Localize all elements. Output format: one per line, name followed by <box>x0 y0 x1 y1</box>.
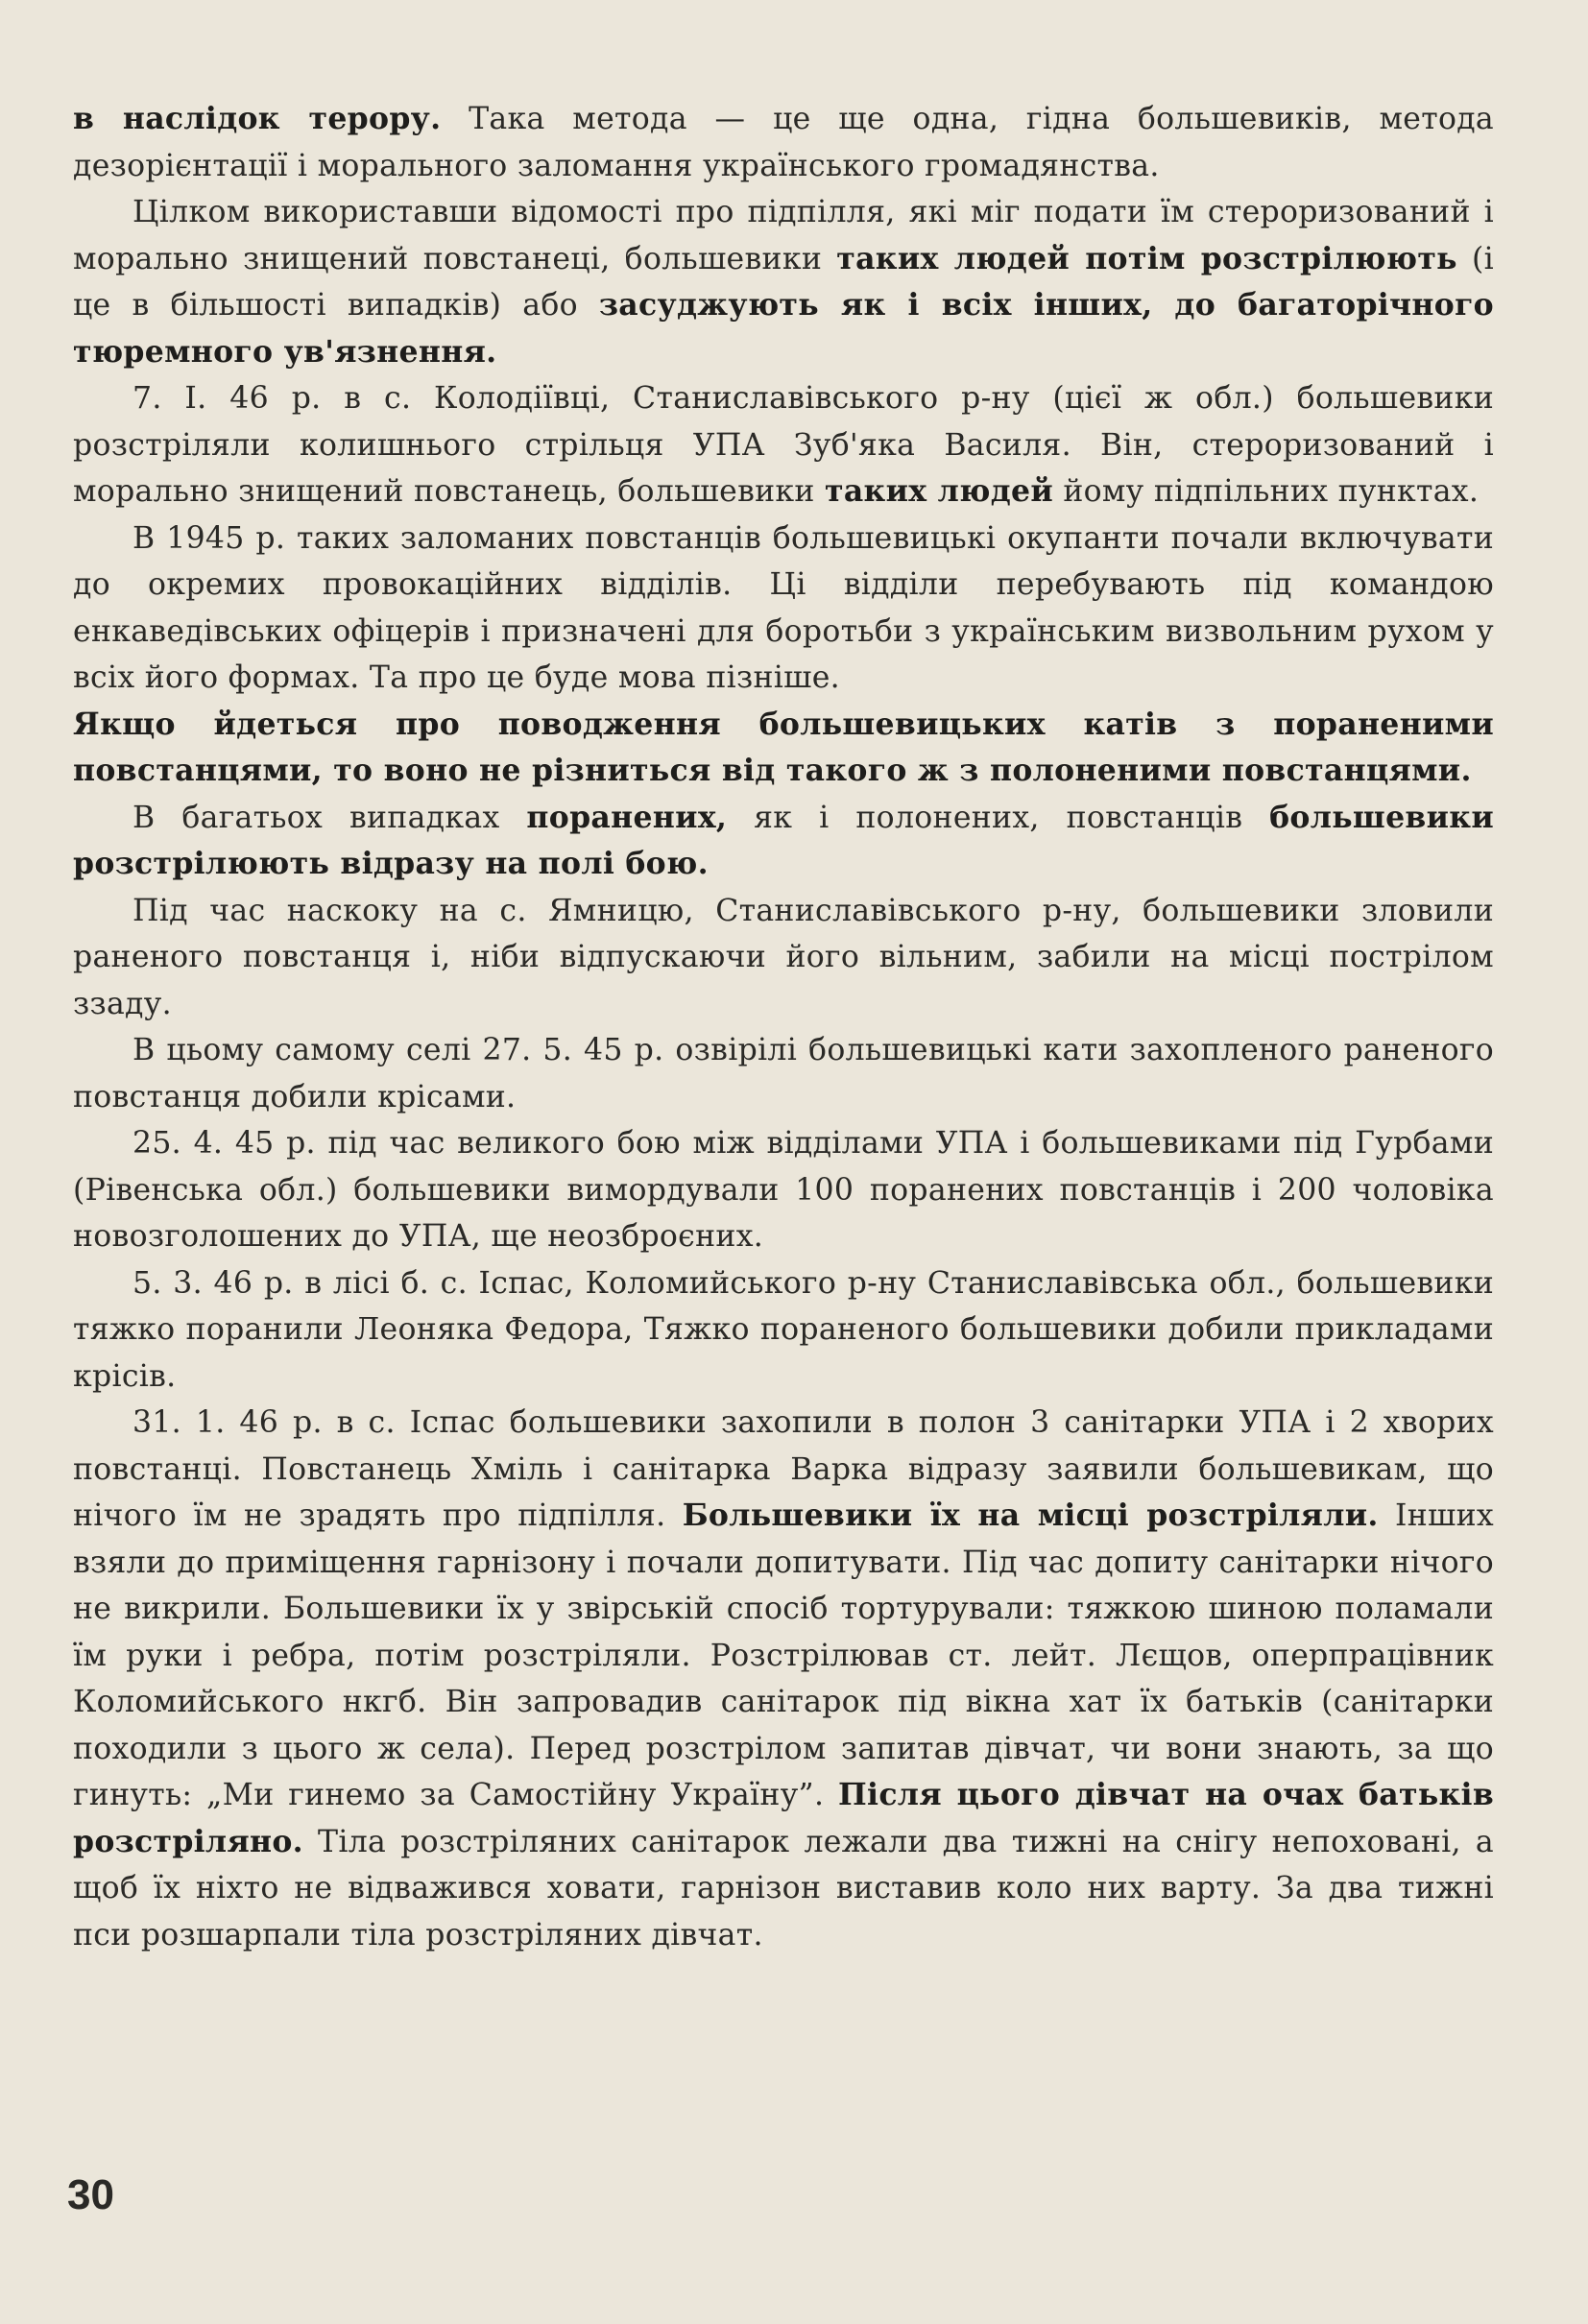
text-segment: В 1945 р. таких заломаних повстанців большевицькі окупанти почали включувати до окремих провокаційних відділів. Ці відділи перебувають під командою енкаведівських офіцерів і призначені для боротьби з українським визвольним рухом у всіх його формах. Та про це буде мова пізніше. <box>73 520 1494 695</box>
bold-text-segment: Большевики їх на місці розстріляли. <box>682 1497 1379 1533</box>
paragraph <box>73 702 1494 795</box>
text-segment: В багатьох випадках <box>132 800 527 835</box>
text-segment: 7. І. 46 р. в с. Колодіївці, Станиславівського р-ну (цієї ж обл.) большевики розстріляли колишнього стрільця УПА Зуб'яка Василя. Він, стероризований і морально знищений повстанець, большевики <box>73 381 1494 509</box>
text-segment: Цілком використавши відомості про підпілля, які міг подати їм стероризований і морально знищений повстанеці, большевики <box>73 195 1494 276</box>
paragraph <box>73 1260 1494 1401</box>
bold-text-segment: Якщо йдеться про поводження большевицьких катів з пораненими повстанцями, то воно не різниться від такого ж з полоненими повстанцями. <box>73 706 1494 788</box>
paragraph <box>73 515 1494 702</box>
text-segment: як і полонених, повстанців <box>727 800 1270 835</box>
paragraph <box>73 189 1494 375</box>
bold-text-segment: поранених, <box>526 799 728 835</box>
bold-text-segment: в наслідок терору. <box>73 101 442 136</box>
paragraph <box>73 888 1494 1028</box>
bold-text-segment: большевики розстрілюють відразу на полі бою. <box>73 799 1494 881</box>
body-text <box>73 96 1494 1958</box>
paragraph <box>73 1120 1494 1260</box>
text-segment: Тіла розстріляних санітарок лежали два тижні на снігу непоховані, а щоб їх ніхто не відважився ховати, гарнізон виставив коло них варту. За два тижні пси розшарпали тіла розстріляних дівчат. <box>73 1824 1494 1953</box>
bold-text-segment: Після цього дівчат на очах батьків розстріляно. <box>73 1777 1495 1859</box>
text-segment: Така метода — це ще одна, гідна большевиків, метода дезорієнтації і морального заломання українського громадянства. <box>73 102 1494 183</box>
paragraph <box>73 795 1494 888</box>
page-number: 30 <box>67 2171 114 2218</box>
text-segment: 5. 3. 46 р. в лісі б. с. Іспас, Коломийського р-ну Станиславівська обл., большевики тяжко поранили Леоняка Федора, Тяжко пораненого большевики добили прикладами крісів. <box>73 1265 1494 1394</box>
text-segment: 25. 4. 45 р. під час великого бою між відділами УПА і большевиками під Гурбами (Рівенська обл.) большевики вимордували 100 поранених повстанців і 200 чоловіка новозголошених до УПА, ще неозброєних. <box>73 1126 1494 1254</box>
paragraph <box>73 1027 1494 1120</box>
text-segment: йому підпільних пунктах. <box>1053 474 1480 509</box>
text-segment: 31. 1. 46 р. в с. Іспас большевики захопили в полон 3 санітарки УПА і 2 хворих повстанці. Повстанець Хміль і санітарка Варка відразу заявили большевикам, що нічого їм не зрадять про підпілля. <box>73 1405 1494 1533</box>
bold-text-segment: таких людей потім розстрілюють <box>836 240 1457 276</box>
bold-text-segment: таких людей <box>825 473 1053 509</box>
text-segment: В цьому самому селі 27. 5. 45 р. озвірілі большевицькі кати захопленого раненого повстанця добили крісами. <box>73 1033 1494 1114</box>
text-segment: (і це в більшості випадків) або <box>73 241 1494 323</box>
text-segment: Інших взяли до приміщення гарнізону і почали допитувати. Під час допиту санітарки нічого не викрили. Большевики їх у звірській спосіб тортурували: тяжкою шиною поламали їм руки і ребра, потім розстріляли. Розстрілював ст. лейт. Лєщов, оперпрацівник Коломийського нкгб. Він запровадив санітарок під вікна хат їх батьків (санітарки походили з цього ж села). Перед розстрілом запитав дівчат, чи вони знають, за що гинуть: „Ми гинемо за Самостійну Україну”. <box>73 1498 1494 1812</box>
paragraph <box>73 1400 1494 1958</box>
text-segment: Під час наскоку на с. Ямницю, Станиславівського р-ну, большевики зловили раненого повстанця і, ніби відпускаючи його вільним, забили на місці пострілом ззаду. <box>73 893 1494 1021</box>
paragraph <box>73 375 1494 515</box>
paragraph <box>73 96 1494 189</box>
bold-text-segment: засуджують як і всіх інших, до багаторічного тюремного ув'язнення. <box>73 287 1494 370</box>
